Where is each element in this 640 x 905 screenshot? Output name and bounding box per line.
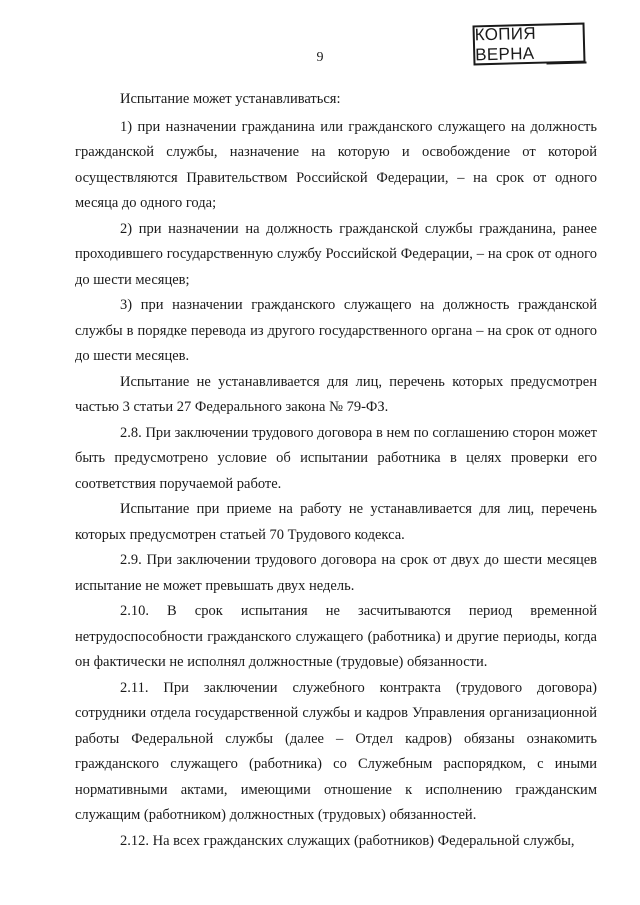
paragraph-2-10: 2.10. В срок испытания не засчитываются период временной нетрудоспособности гражданского служащего (работника) и другие периоды, когда он фактически не исполнял должностные (трудовые) обязанности. <box>75 603 597 670</box>
paragraph-2-11: 2.11. При заключении служебного контракта (трудового договора) сотрудники отдела государственной службы и кадров Управления организационной работы Федеральной службы (далее – Отдел кадров) обязаны ознакомить гражданского служащего (работника) со Служебным распорядком, с иными нормативными актами, имеющими отношение к исполнению гражданским служащим (работником) должностных (трудовых) обязанностей. <box>75 679 597 823</box>
paragraph-2-12: 2.12. На всех гражданских служащих (работников) Федеральной службы, <box>120 832 575 849</box>
paragraph-2-8-note: Испытание при приеме на работу не устанавливается для лиц, перечень которых предусмотрен статьей 70 Трудового кодекса. <box>75 501 597 543</box>
paragraph-item-2: 2) при назначении на должность гражданской службы гражданина, ранее проходившего государственную службу Российской Федерации, – на срок от одного до шести месяцев; <box>75 220 597 288</box>
paragraph-intro: Испытание может устанавливаться: <box>120 91 341 107</box>
paragraph-item-3: 3) при назначении гражданского служащего на должность гражданской службы в порядке перевода из другого государственного органа – на срок от одного до шести месяцев. <box>75 297 597 364</box>
paragraph-item-1: 1) при назначении гражданина или гражданского служащего на должность гражданской службы, назначение на которую и освобождение от которой осуществляются Правительством Российской Федерации, – на срок от одного месяца до одного года; <box>75 118 597 211</box>
page-number: 9 <box>316 50 324 65</box>
paragraph-exception: Испытание не устанавливается для лиц, перечень которых предусмотрен частью 3 статьи 27 Федерального закона № 79-ФЗ. <box>75 373 597 415</box>
paragraph-2-8: 2.8. При заключении трудового договора в нем по соглашению сторон может быть предусмотрено условие об испытании работника в целях проверки его соответствия поручаемой работе. <box>75 424 597 492</box>
stamp-kopiya-verna: КОПИЯ ВЕРНА <box>472 23 585 66</box>
document-body <box>75 87 597 854</box>
paragraph-2-9: 2.9. При заключении трудового договора на срок от двух до шести месяцев испытание не может превышать двух недель. <box>75 552 597 594</box>
